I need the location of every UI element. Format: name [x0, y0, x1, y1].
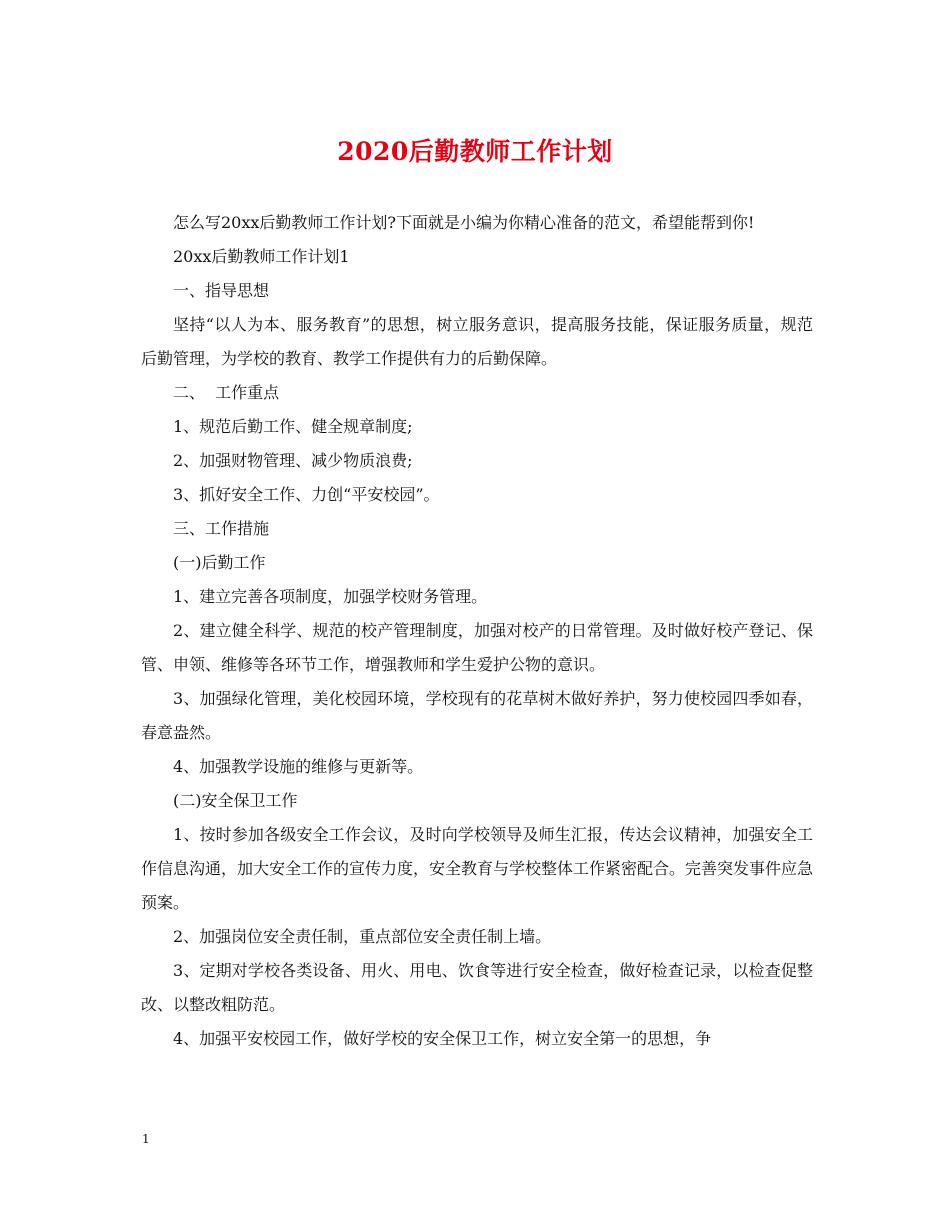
paragraph-guiding-ideology: 坚持“以人为本、服务教育”的思想，树立服务意识，提高服务技能，保证服务质量，规范后勤管理，为学校的教育、教学工作提供有力的后勤保障。	[141, 315, 813, 368]
list-item-security-3: 3、定期对学校各类设备、用火、用电、饮食等进行安全检查，做好检查记录，以检查促整改、以整改粗防范。	[141, 961, 813, 1014]
section-heading-guiding-ideology: 一、指导思想	[173, 281, 270, 300]
list-item-logistics-2: 2、建立健全科学、规范的校产管理制度，加强对校产的日常管理。及时做好校产登记、保管、申领、维修等各环节工作，增强教师和学生爱护公物的意识。	[141, 621, 813, 674]
paragraph-plan-heading: 20xx后勤教师工作计划1	[173, 247, 350, 266]
list-item-security-4: 4、加强平安校园工作，做好学校的安全保卫工作，树立安全第一的思想，争	[173, 1029, 712, 1048]
subsection-heading-security: (二)安全保卫工作	[173, 791, 298, 810]
list-item-security-2: 2、加强岗位安全责任制，重点部位安全责任制上墙。	[173, 927, 552, 946]
subsection-heading-logistics: (一)后勤工作	[173, 553, 266, 572]
list-item-focus-1: 1、规范后勤工作、健全规章制度;	[173, 417, 413, 436]
list-item-logistics-1: 1、建立完善各项制度，加强学校财务管理。	[173, 587, 488, 606]
paragraph-intro: 怎么写20xx后勤教师工作计划?下面就是小编为你精心准备的范文，希望能帮到你!	[173, 213, 755, 232]
list-item-logistics-4: 4、加强教学设施的维修与更新等。	[173, 757, 424, 776]
section-heading-work-focus: 二、 工作重点	[173, 383, 280, 402]
list-item-logistics-3: 3、加强绿化管理，美化校园环境，学校现有的花草树木做好养护，努力使校园四季如春，春意盎然。	[141, 689, 813, 742]
list-item-focus-2: 2、加强财物管理、减少物质浪费;	[173, 451, 413, 470]
section-heading-work-measures: 三、工作措施	[173, 519, 270, 538]
document-title: 2020后勤教师工作计划	[337, 137, 613, 166]
list-item-focus-3: 3、抓好安全工作、力创“平安校园”。	[173, 485, 440, 504]
document-body	[141, 206, 813, 1056]
page-number: 1	[142, 1132, 150, 1146]
list-item-security-1: 1、按时参加各级安全工作会议，及时向学校领导及师生汇报，传达会议精神，加强安全工作信息沟通，加大安全工作的宣传力度，安全教育与学校整体工作紧密配合。完善突发事件应急预案。	[141, 825, 814, 912]
